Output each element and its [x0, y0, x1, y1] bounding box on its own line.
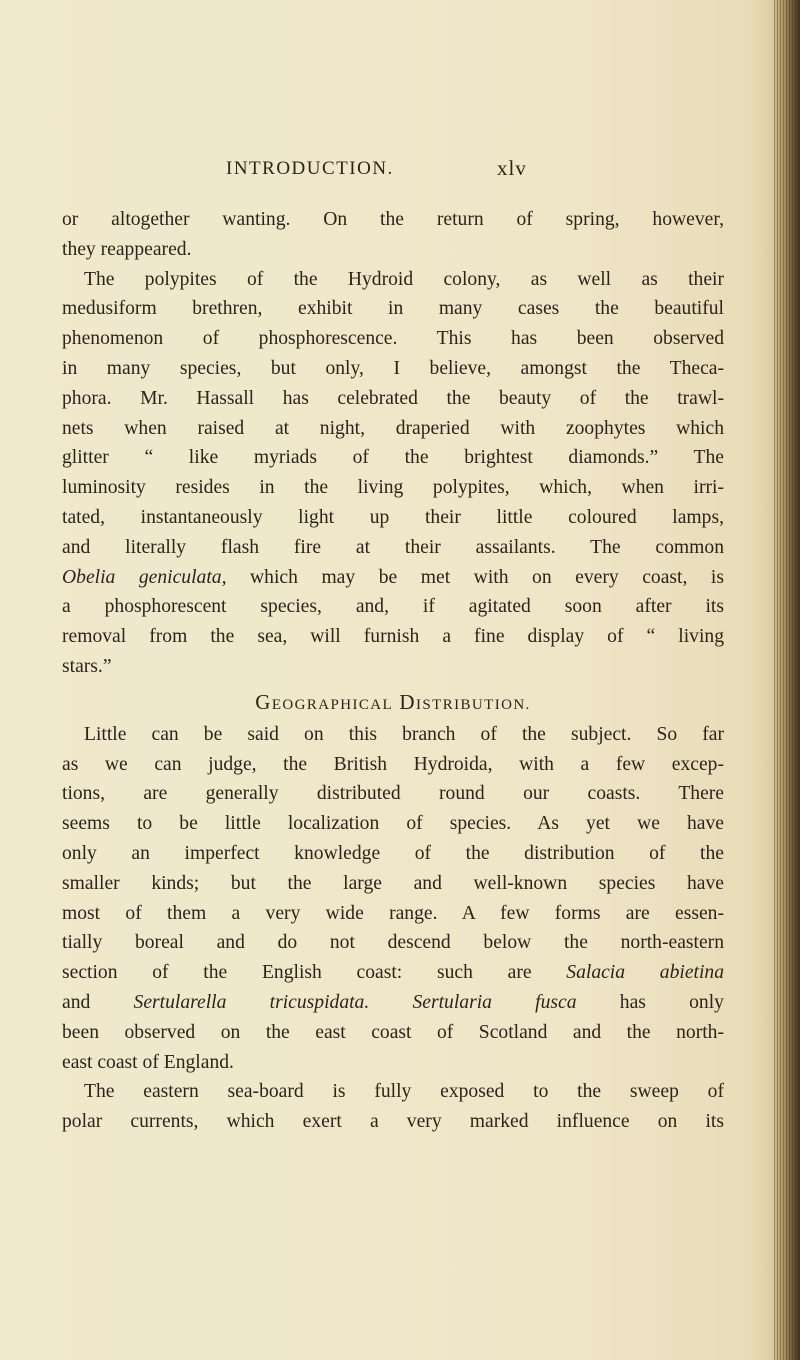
text-line: The eastern sea-board is fully exposed to the sweep of — [84, 1081, 724, 1103]
text-line: stars.” — [62, 655, 112, 677]
text-line: smaller kinds; but the large and well-known species have — [62, 872, 724, 894]
book-spine-edge — [774, 0, 800, 1360]
text-line: tially boreal and do not descend below the north-eastern — [62, 932, 724, 954]
species-name-italic: Obelia geniculata, — [62, 566, 227, 588]
text-line: in many species, but only, I believe, amongst the Theca- — [62, 357, 724, 379]
species-name-italic: Sertularella tricuspidata. — [133, 991, 370, 1013]
text-line: The polypites of the Hydroid colony, as well as their — [84, 268, 724, 290]
text-line: luminosity resides in the living polypites, which, when irri- — [62, 477, 724, 499]
text-line: phora. Mr. Hassall has celebrated the beauty of the trawl- — [62, 387, 724, 409]
text-line: east coast of England. — [62, 1051, 234, 1073]
text-line: most of them a very wide range. A few forms are essen- — [62, 902, 724, 924]
species-name-italic: Sertularia fusca — [412, 991, 577, 1013]
text-fragment: and — [62, 991, 134, 1013]
text-line: been observed on the east coast of Scotland and the north- — [62, 1021, 724, 1043]
text-fragment: has only — [576, 991, 724, 1013]
text-line: tated, instantaneously light up their little coloured lamps, — [62, 506, 724, 528]
text-line: seems to be little localization of species. As yet we have — [62, 813, 724, 835]
species-name-italic: Salacia abietina — [566, 962, 724, 984]
text-line: and literally flash fire at their assailants. The common — [62, 536, 724, 558]
text-line: glitter “ like myriads of the brightest diamonds.” The — [62, 447, 724, 469]
text-line — [62, 563, 724, 593]
text-line: they reappeared. — [62, 238, 192, 260]
text-line: a phosphorescent species, and, if agitated soon after its — [62, 596, 724, 618]
text-line: only an imperfect knowledge of the distribution of the — [62, 842, 724, 864]
text-line: polar currents, which exert a very marked influence on its — [62, 1111, 724, 1133]
text-line — [62, 988, 724, 1018]
text-line — [62, 958, 724, 988]
text-line: tions, are generally distributed round our coasts. There — [62, 783, 724, 805]
text-fragment: section of the English coast: such are — [62, 962, 567, 984]
page-number: xlv — [497, 156, 527, 180]
page-header — [0, 158, 780, 188]
text-line: or altogether wanting. On the return of spring, however, — [62, 209, 724, 230]
text-line: medusiform brethren, exhibit in many cases the beautiful — [62, 298, 724, 320]
text-fragment: which may be met with on every coast, is — [226, 566, 724, 588]
text-line: as we can judge, the British Hydroida, with a few excep- — [62, 753, 724, 775]
text-line: phenomenon of phosphorescence. This has been observed — [62, 328, 724, 350]
text-line: nets when raised at night, draperied with zoophytes which — [62, 417, 724, 439]
body-text — [62, 205, 724, 1137]
section-heading: GEOGRAPHICAL DISTRIBUTION. — [255, 689, 531, 714]
text-line: removal from the sea, will furnish a fine display of “ living — [62, 626, 724, 648]
running-head: INTRODUCTION. — [226, 158, 394, 179]
text-line: Little can be said on this branch of the subject. So far — [84, 723, 724, 745]
text-fragment — [369, 992, 412, 1013]
